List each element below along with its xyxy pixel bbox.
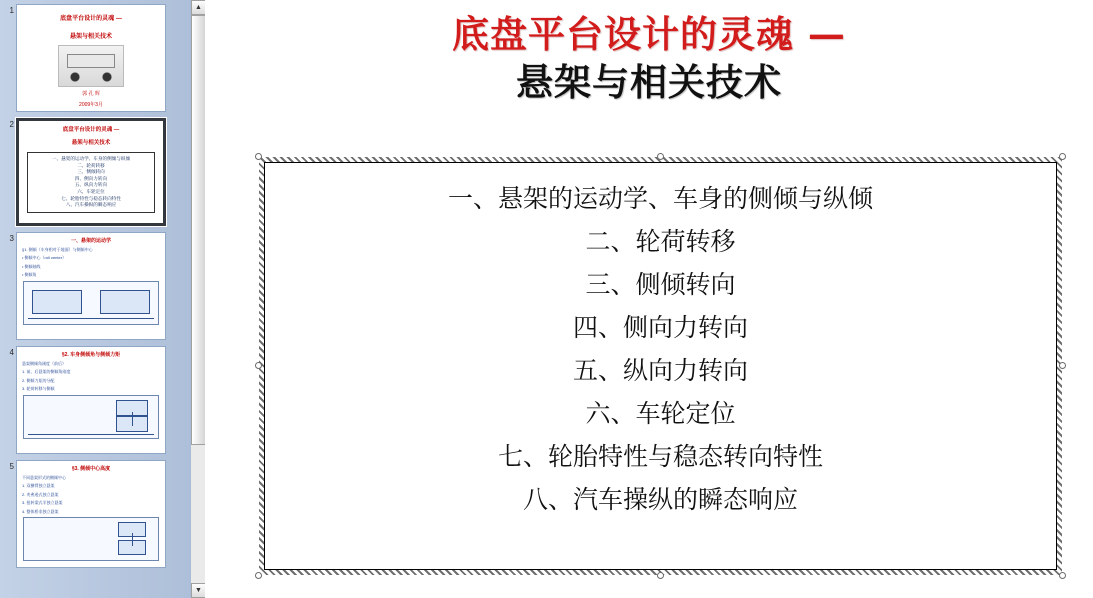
slide-outline-list — [265, 177, 1056, 521]
current-slide[interactable] — [205, 0, 1093, 598]
scroll-down-arrow-icon[interactable]: ▼ — [191, 583, 206, 598]
thumb5-head: §3. 侧倾中心高度 — [71, 466, 111, 472]
suspension-diagram — [23, 281, 159, 325]
slide-thumbnail-frame[interactable] — [16, 4, 166, 112]
list-item: 六、车轮定位 — [585, 399, 736, 428]
roll-center-diagram — [23, 517, 159, 561]
list-item: 三、侧倾转向 — [585, 270, 736, 299]
slide-thumbnail-5[interactable] — [4, 460, 184, 568]
slide-number-5: 5 — [9, 462, 14, 471]
slide-thumbnail-frame[interactable] — [16, 118, 166, 226]
slide-thumbnail-panel[interactable] — [0, 0, 190, 598]
list-item: 五、纵向力转向 — [572, 356, 748, 385]
thumb2-outline-item: 六、车轮定位 — [77, 188, 105, 194]
resize-handle-bottom-center[interactable] — [657, 572, 664, 579]
slide-thumbnail-content — [17, 347, 165, 453]
slide-thumbnail-4[interactable] — [4, 346, 184, 454]
thumb3-line: §1. 侧倾（车身相对于地面）与侧倾中心 — [22, 247, 93, 252]
thumb1-author: 郭 孔 辉 — [82, 91, 100, 97]
thumb5-line: 2. 麦弗逊式独立悬架 — [22, 491, 59, 497]
resize-handle-top-left[interactable] — [255, 153, 262, 160]
thumb1-title-line1: 底盘平台设计的灵魂 — — [60, 16, 122, 22]
slide-editing-area[interactable] — [205, 0, 1093, 598]
thumbnail-panel-scrollbar[interactable] — [190, 0, 205, 598]
thumb2-title-line1: 底盘平台设计的灵魂 — — [62, 127, 120, 133]
slide-content-body[interactable] — [264, 162, 1057, 570]
chassis-illustration — [58, 45, 124, 87]
resize-handle-middle-right[interactable] — [1059, 362, 1066, 369]
resize-handle-top-center[interactable] — [657, 153, 664, 160]
roll-moment-diagram — [23, 395, 159, 439]
slide-thumbnail-content — [17, 233, 165, 339]
list-item: 二、轮荷转移 — [585, 227, 736, 256]
slide-thumbnail-frame[interactable] — [16, 232, 166, 340]
slide-number-3: 3 — [9, 234, 14, 243]
thumb2-outline-item: 二、轮荷转移 — [77, 162, 105, 168]
resize-handle-bottom-left[interactable] — [255, 572, 262, 579]
thumb2-outline-item: 七、轮胎特性与稳态转向特性 — [61, 195, 121, 201]
thumb2-outline-item: 五、纵向力转向 — [74, 182, 108, 188]
slide-thumbnail-content — [17, 461, 165, 567]
list-item: 八、汽车操纵的瞬态响应 — [522, 485, 798, 514]
slide-title-line2: 悬架与相关技术 — [516, 60, 782, 104]
resize-handle-middle-left[interactable] — [255, 362, 262, 369]
slide-thumbnail-frame[interactable] — [16, 346, 166, 454]
thumb2-outline-item: 一、悬架的运动学、车身的侧倾与纵倾 — [51, 156, 131, 161]
thumb4-line: 1. 前、后悬架的侧倾角刚度 — [22, 369, 71, 375]
thumb4-line: 悬架侧倾角刚度（前后） — [22, 361, 66, 366]
thumb1-date: 2009年3月 — [79, 102, 103, 108]
slide-thumbnail-content — [17, 5, 165, 111]
slide-thumbnail-3[interactable] — [4, 232, 184, 340]
scrollbar-track[interactable] — [191, 445, 206, 583]
slide-number-1: 1 — [9, 6, 14, 15]
slide-title-line1: 底盘平台设计的灵魂 — — [452, 12, 846, 56]
thumb2-outline-item: 三、侧倾转向 — [77, 169, 105, 175]
slide-content-placeholder[interactable] — [250, 148, 1071, 584]
thumb5-line: 不同悬架形式的侧倾中心 — [22, 475, 66, 480]
resize-handle-top-right[interactable] — [1059, 153, 1066, 160]
thumb5-line: 3. 扭转梁式半独立悬架 — [22, 500, 63, 506]
list-item: 四、侧向力转向 — [572, 313, 748, 342]
thumb2-outline-box — [27, 152, 155, 213]
thumb2-title-line2: 悬架与相关技术 — [71, 140, 111, 146]
scroll-up-arrow-icon[interactable]: ▲ — [191, 0, 206, 15]
list-item: 七、轮胎特性与稳态转向特性 — [497, 442, 823, 471]
thumb3-line: • 侧倾角 — [22, 272, 37, 278]
thumb3-line: • 侧倾轴线 — [22, 263, 41, 269]
list-item: 一、悬架的运动学、车身的侧倾与纵倾 — [447, 184, 873, 213]
thumb3-head: 一、悬架的运动学 — [70, 238, 111, 244]
thumb4-line: 3. 轮荷转移与侧倾 — [22, 386, 55, 392]
thumb4-head: §2. 车身侧倾角与侧倾力矩 — [61, 352, 121, 358]
thumb5-line: 4. 整体桥非独立悬架 — [22, 508, 59, 514]
slide-thumbnail-frame[interactable] — [16, 460, 166, 568]
slide-thumbnail-1[interactable] — [4, 4, 184, 112]
thumb2-outline-item: 八、汽车操纵的瞬态响应 — [65, 202, 117, 208]
slide-number-4: 4 — [9, 348, 14, 357]
slide-thumbnail-content — [19, 121, 163, 223]
slide-title[interactable] — [205, 10, 1093, 106]
scrollbar-thumb[interactable] — [191, 15, 206, 445]
thumb2-outline-item: 四、侧向力转向 — [74, 175, 108, 181]
resize-handle-bottom-right[interactable] — [1059, 572, 1066, 579]
slide-thumbnail-2[interactable] — [4, 118, 184, 226]
thumb4-line: 2. 侧倾力矩的分配 — [22, 377, 55, 383]
thumb5-line: 1. 双横臂独立悬架 — [22, 483, 55, 489]
slide-number-2: 2 — [9, 120, 14, 129]
thumb3-line: • 侧倾中心（roll center） — [22, 255, 67, 261]
thumb1-title-line2: 悬架与相关技术 — [69, 34, 112, 40]
